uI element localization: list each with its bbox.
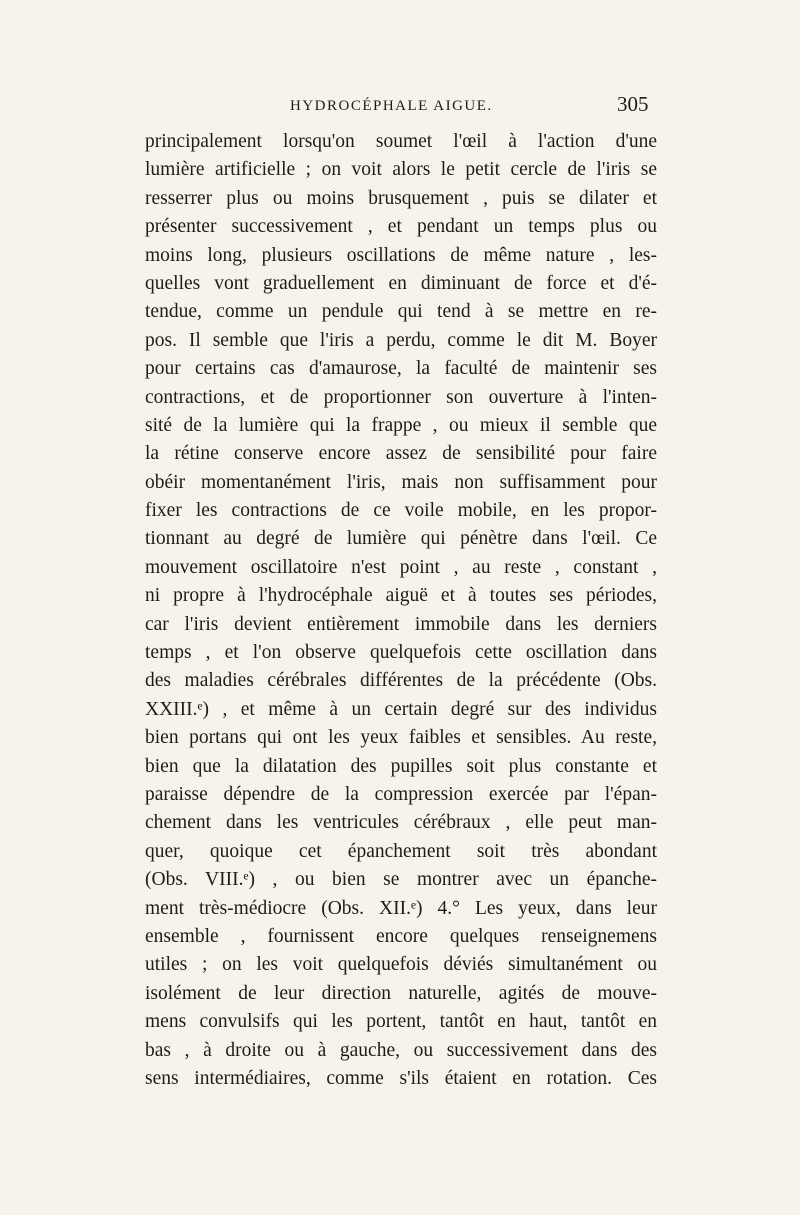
text-line: car l'iris devient entièrement immobile dans les derniers	[145, 613, 657, 635]
text-line: (Obs. VIII.ᵉ) , ou bien se montrer avec un épanche-	[145, 869, 657, 891]
text-line: présenter successivement , et pendant un temps plus ou	[145, 216, 657, 238]
text-line: des maladies cérébrales différentes de la précédente (Obs.	[145, 670, 657, 692]
text-line: chement dans les ventricules cérébraux , elle peut man-	[145, 812, 657, 834]
text-line: isolément de leur direction naturelle, agités de mouve-	[145, 982, 657, 1004]
text-line: XXIII.ᵉ) , et même à un certain degré sur des individus	[145, 698, 657, 720]
text-line: temps , et l'on observe quelquefois cette oscillation dans	[145, 642, 657, 664]
text-line: mens convulsifs qui les portent, tantôt en haut, tantôt en	[145, 1011, 657, 1033]
text-line: ensemble , fournissent encore quelques renseignemens	[145, 925, 657, 947]
text-line: fixer les contractions de ce voile mobile, en les propor-	[145, 500, 657, 522]
page-number: 305	[617, 92, 649, 116]
text-line: tendue, comme un pendule qui tend à se mettre en re-	[145, 301, 657, 323]
text-line: ment très-médiocre (Obs. XII.ᵉ) 4.° Les yeux, dans leur	[145, 897, 657, 919]
text-line: quer, quoique cet épanchement soit très abondant	[145, 840, 657, 862]
running-title: HYDROCÉPHALE AIGUE.	[290, 98, 493, 114]
body-text	[145, 128, 657, 1093]
text-line: resserrer plus ou moins brusquement , puis se dilater et	[145, 187, 657, 209]
text-line: utiles ; on les voit quelquefois déviés simultanément ou	[145, 954, 657, 976]
text-line: ni propre à l'hydrocéphale aiguë et à toutes ses périodes,	[145, 585, 657, 607]
text-line: moins long, plusieurs oscillations de même nature , les-	[145, 244, 657, 266]
text-line: la rétine conserve encore assez de sensibilité pour faire	[145, 443, 657, 465]
text-line: bien portans qui ont les yeux faibles et sensibles. Au reste,	[145, 727, 657, 749]
text-line: lumière artificielle ; on voit alors le petit cercle de l'iris se	[145, 159, 657, 181]
text-line: quelles vont graduellement en diminuant de force et d'é-	[145, 272, 657, 294]
text-line: pour certains cas d'amaurose, la faculté de maintenir ses	[145, 358, 657, 380]
text-line: sité de la lumière qui la frappe , ou mieux il semble que	[145, 414, 657, 436]
text-line: bien que la dilatation des pupilles soit plus constante et	[145, 755, 657, 777]
text-line: contractions, et de proportionner son ouverture à l'inten-	[145, 386, 657, 408]
text-line: obéir momentanément l'iris, mais non suffisamment pour	[145, 471, 657, 493]
text-line: tionnant au degré de lumière qui pénètre dans l'œil. Ce	[145, 528, 657, 550]
text-line: principalement lorsqu'on soumet l'œil à l'action d'une	[145, 131, 657, 152]
text-line: bas , à droite ou à gauche, ou successivement dans des	[145, 1039, 657, 1061]
text-line: mouvement oscillatoire n'est point , au reste , constant ,	[145, 556, 657, 578]
text-line: sens intermédiaires, comme s'ils étaient en rotation. Ces	[145, 1067, 657, 1089]
text-line: pos. Il semble que l'iris a perdu, comme le dit M. Boyer	[145, 329, 657, 351]
text-line: paraisse dépendre de la compression exercée par l'épan-	[145, 783, 657, 805]
